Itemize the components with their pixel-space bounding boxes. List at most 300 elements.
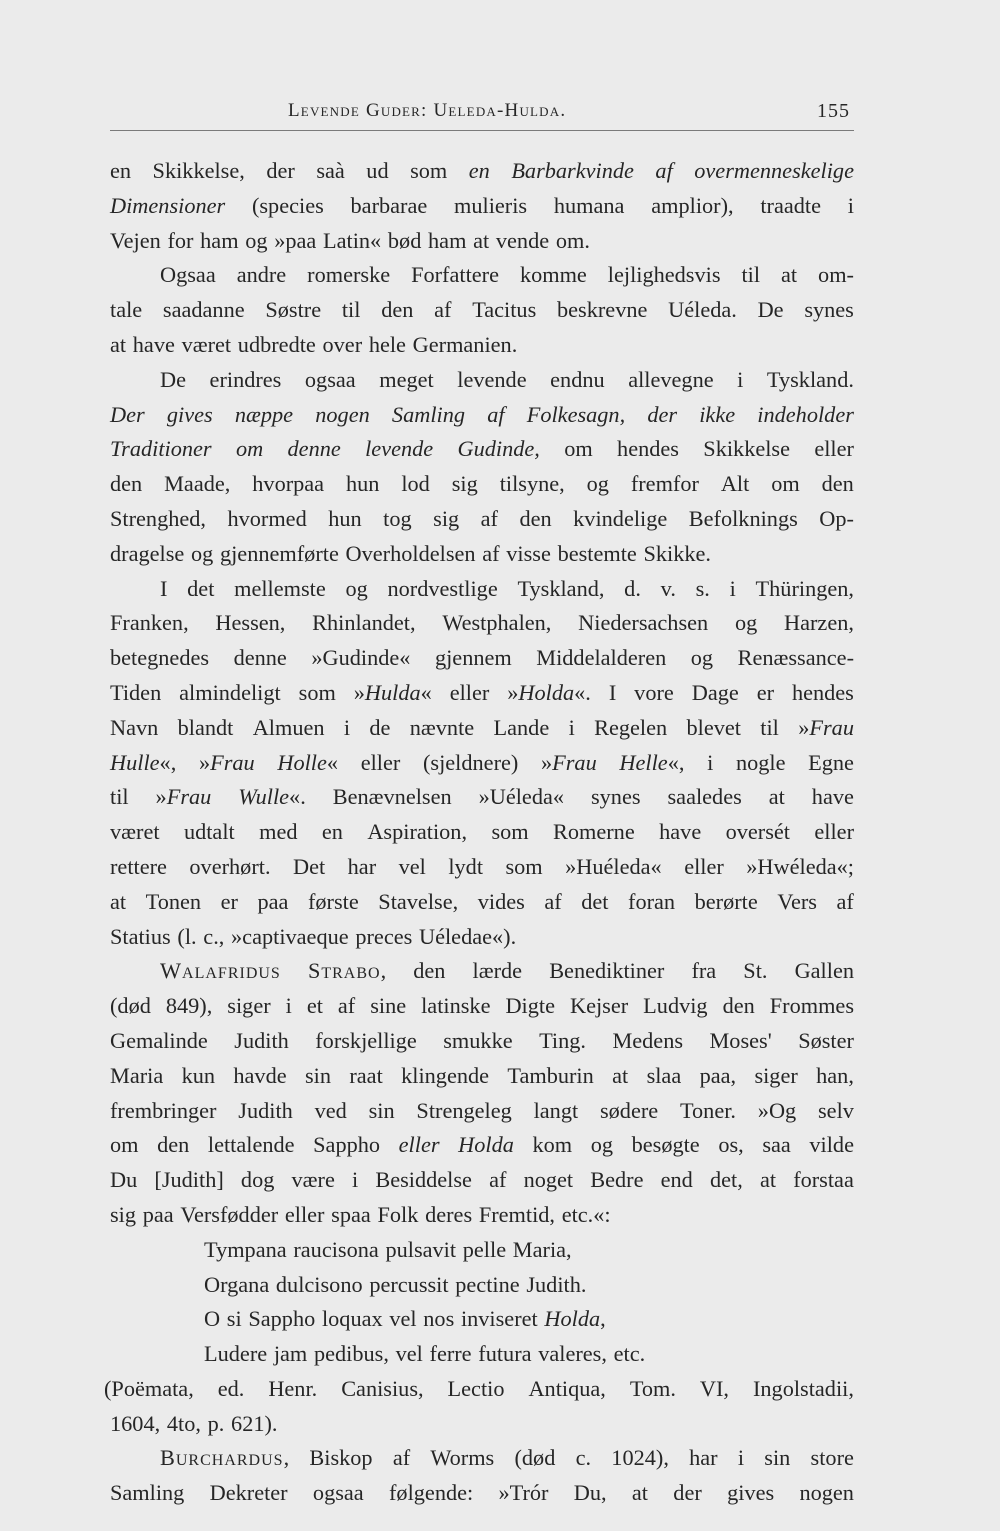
text-line xyxy=(110,815,854,850)
word: pulsavit xyxy=(385,1236,457,1262)
word: kom xyxy=(532,1132,573,1158)
word: »Hulda« xyxy=(353,679,432,705)
body-text xyxy=(104,154,854,1511)
word: eller xyxy=(398,1132,440,1158)
word: visse xyxy=(506,540,551,566)
word: Bedre xyxy=(590,1167,644,1193)
word: tog xyxy=(383,505,412,531)
word: Forfattere xyxy=(411,262,499,288)
word: Holda xyxy=(458,1132,514,1158)
word: Befolknings xyxy=(688,505,798,531)
word: s. xyxy=(695,575,710,601)
word: af xyxy=(544,888,562,914)
word: De xyxy=(160,366,186,392)
word: om xyxy=(110,1132,139,1158)
word: percussit xyxy=(369,1271,449,1297)
word: d. xyxy=(624,575,641,601)
word: humana xyxy=(553,192,625,218)
word: 849), xyxy=(165,993,213,1019)
word: nogen xyxy=(799,1480,854,1506)
word: »Frau xyxy=(155,784,212,810)
text-line xyxy=(110,1302,854,1337)
text-line xyxy=(110,676,854,711)
word: Gallen xyxy=(794,958,854,984)
word: Almuen xyxy=(252,714,325,740)
word: bød xyxy=(387,227,422,253)
word: Franken, xyxy=(110,610,189,636)
word: selv xyxy=(818,1097,854,1123)
word: er xyxy=(756,679,775,705)
word: »Trór xyxy=(498,1480,549,1506)
word: siger xyxy=(227,993,271,1019)
word: O xyxy=(204,1306,221,1332)
word: nogen xyxy=(315,401,370,427)
word: latinske xyxy=(421,993,491,1019)
word: (species xyxy=(251,192,324,218)
word: klingende xyxy=(401,1062,490,1088)
word: Latin« xyxy=(323,227,382,253)
word: og xyxy=(586,471,609,497)
word: den xyxy=(519,505,552,531)
word: Aspiration, xyxy=(367,819,468,845)
text-line xyxy=(110,1128,854,1163)
word: den xyxy=(821,471,854,497)
word: overmenneskelige xyxy=(694,158,854,183)
word: Henr. xyxy=(268,1375,318,1401)
word: og xyxy=(690,645,714,671)
text-line xyxy=(110,1337,854,1372)
word: Benediktiner xyxy=(549,958,665,984)
word: Vers xyxy=(777,888,817,914)
word: i xyxy=(707,749,714,775)
word: som xyxy=(505,853,543,879)
text-line xyxy=(110,363,854,398)
word: gives xyxy=(727,1480,775,1506)
word: Tacitus xyxy=(472,297,537,323)
word: De xyxy=(757,297,784,323)
word: hendes xyxy=(791,679,854,705)
word: at xyxy=(110,888,127,914)
word: besøgte xyxy=(631,1132,700,1158)
word: Biskop xyxy=(309,1445,373,1471)
text-line xyxy=(110,1094,854,1129)
word: saadanne xyxy=(162,297,245,323)
word: nos xyxy=(423,1306,455,1332)
word: os, xyxy=(718,1132,744,1158)
word: vende xyxy=(495,227,550,253)
text-line xyxy=(110,189,854,224)
word: Germanien. xyxy=(412,331,518,357)
word: I xyxy=(608,679,617,705)
word: saà xyxy=(316,158,345,183)
word: Maria xyxy=(110,1062,164,1088)
word: Lande xyxy=(493,714,550,740)
word: denne xyxy=(287,436,341,462)
word: »captivaeque xyxy=(231,923,349,949)
word: komme xyxy=(519,262,587,288)
word: gjennem xyxy=(434,645,512,671)
word: Tiden xyxy=(110,679,162,705)
word: Dimensioner xyxy=(110,192,226,218)
word: ed. xyxy=(217,1375,245,1401)
word: Dage xyxy=(691,679,739,705)
word: om xyxy=(235,436,264,462)
word: bestemte xyxy=(557,540,637,566)
word: den xyxy=(157,1132,190,1158)
word: synes xyxy=(590,784,641,810)
word: Fremtid, xyxy=(478,1201,555,1227)
word: Vejen xyxy=(110,227,161,253)
word: saaledes xyxy=(667,784,742,810)
word: Medens xyxy=(612,1027,684,1053)
word: den xyxy=(722,993,755,1019)
word: at xyxy=(631,1480,648,1506)
word: Tyskland, xyxy=(517,575,605,601)
text-line xyxy=(110,293,854,328)
word: vel xyxy=(389,1306,417,1332)
page-number: 155 xyxy=(817,100,850,122)
word: udtalt xyxy=(183,819,235,845)
word: den xyxy=(413,958,446,984)
word: og xyxy=(190,540,214,566)
word: i xyxy=(568,714,575,740)
word: blevet xyxy=(686,714,741,740)
word: Sappho xyxy=(248,1306,316,1332)
word: af xyxy=(434,297,452,323)
word: som xyxy=(410,158,448,183)
word: Strabo, xyxy=(307,958,387,984)
word: andre xyxy=(236,262,287,288)
word: VI, xyxy=(699,1375,730,1401)
word: pedibus, xyxy=(313,1341,389,1367)
word: spaa xyxy=(331,1201,371,1227)
word: indeholder xyxy=(757,401,854,427)
word: hvorpaa xyxy=(252,471,325,497)
word: Maria, xyxy=(512,1236,572,1262)
word: mulieris xyxy=(454,192,528,218)
word: Alt xyxy=(720,471,750,497)
word: der xyxy=(266,158,295,183)
word: om xyxy=(564,436,593,462)
word: allevegne xyxy=(628,366,714,392)
word: amplior), xyxy=(651,192,734,218)
text-line xyxy=(110,1407,854,1442)
word: eller xyxy=(284,1201,325,1227)
word: Du, xyxy=(573,1480,607,1506)
word: vore xyxy=(634,679,674,705)
word: Tonen xyxy=(145,888,202,914)
word: Frommes xyxy=(769,993,854,1019)
word: Statius xyxy=(110,923,171,949)
word: ferre xyxy=(429,1341,472,1367)
word: ogsaa xyxy=(312,1480,364,1506)
word: Op- xyxy=(819,505,854,531)
word: lejlighedsvis xyxy=(607,262,721,288)
word: at xyxy=(759,1167,777,1193)
word: det xyxy=(187,575,215,601)
word: 1604, xyxy=(110,1410,161,1436)
word: de xyxy=(369,714,391,740)
word: af xyxy=(487,401,505,427)
word: Ogsaa xyxy=(160,262,216,288)
word: pelle xyxy=(462,1236,507,1262)
word: »paa xyxy=(274,227,317,253)
word: Wulle«. xyxy=(238,784,306,810)
word: Overholdelsen xyxy=(345,540,476,566)
word: paa xyxy=(257,888,289,914)
text-line xyxy=(110,641,854,676)
word: Der xyxy=(110,401,145,427)
word: om. xyxy=(555,227,590,253)
word: have xyxy=(811,784,854,810)
text-line xyxy=(104,1372,854,1407)
word: inviseret xyxy=(460,1306,538,1332)
word: tilsyne, xyxy=(499,471,565,497)
word: Samling xyxy=(391,401,466,427)
word: dog xyxy=(240,1167,275,1193)
word: kun xyxy=(181,1062,216,1088)
word: have xyxy=(132,331,175,357)
word: Navn xyxy=(110,714,159,740)
text-line xyxy=(110,1198,854,1233)
word: Westphalen, xyxy=(442,610,552,636)
word: er xyxy=(220,888,238,914)
word: Toner. xyxy=(679,1097,736,1123)
word: (sjeldnere) xyxy=(422,749,519,775)
word: en xyxy=(110,158,132,183)
word: af xyxy=(836,888,854,914)
word: barbarae xyxy=(350,192,428,218)
word: fremfor xyxy=(630,471,699,497)
word: af xyxy=(482,540,500,566)
word: Middelalderen xyxy=(536,645,667,671)
word: noget xyxy=(523,1167,574,1193)
word: ved xyxy=(314,1097,347,1123)
text-line xyxy=(110,1163,854,1198)
word: Harzen, xyxy=(784,610,854,636)
word: synes xyxy=(804,297,854,323)
word: (Poëmata, xyxy=(104,1375,194,1401)
word: lod xyxy=(401,471,430,497)
word: ham xyxy=(428,227,467,253)
word: levende xyxy=(365,436,434,462)
word: »Og xyxy=(757,1097,797,1123)
word: Niedersachsen xyxy=(578,610,709,636)
word: beskrevne xyxy=(557,297,648,323)
word: været xyxy=(181,331,232,357)
word: sig xyxy=(451,471,478,497)
word: der xyxy=(673,1480,702,1506)
word: til xyxy=(741,262,761,288)
word: være xyxy=(291,1167,335,1193)
word: Stavelse, xyxy=(378,888,459,914)
word: denne xyxy=(233,645,287,671)
word: Ludere xyxy=(204,1341,268,1367)
word: at xyxy=(110,331,127,357)
word: end xyxy=(660,1167,693,1193)
text-line xyxy=(110,1024,854,1059)
word: »Hwéleda«; xyxy=(746,853,854,879)
word: paa, xyxy=(699,1062,737,1088)
word: I xyxy=(160,575,168,601)
word: af xyxy=(489,1167,507,1193)
word: (død xyxy=(110,993,151,1019)
text-line xyxy=(110,432,854,467)
word: Holle« xyxy=(277,749,339,775)
word: rettere xyxy=(110,853,167,879)
word: sig xyxy=(433,505,460,531)
word: Folk xyxy=(377,1201,419,1227)
word: Hessen, xyxy=(215,610,286,636)
text-line xyxy=(110,1059,854,1094)
word: pectine xyxy=(455,1271,520,1297)
text-line xyxy=(110,780,854,815)
word: Walafridus xyxy=(160,958,281,984)
word: endnu xyxy=(550,366,605,392)
word: Ludvig xyxy=(643,993,708,1019)
text-line xyxy=(110,537,854,572)
word: Du xyxy=(110,1167,138,1193)
word: c. xyxy=(575,1445,592,1471)
text-line xyxy=(110,398,854,433)
word: i xyxy=(352,1167,359,1193)
word: Tyskland. xyxy=(766,366,854,392)
word: Hulle«, xyxy=(110,749,177,775)
word: »Frau xyxy=(798,714,854,740)
word: eller xyxy=(814,819,854,845)
word: i xyxy=(847,192,854,218)
word: Versfødder xyxy=(180,1201,279,1227)
word: for xyxy=(167,227,194,253)
word: 621). xyxy=(231,1410,278,1436)
word: Strengeleg xyxy=(416,1097,512,1123)
word: i xyxy=(737,366,744,392)
word: »Frau xyxy=(198,749,255,775)
word: Maade, xyxy=(164,471,231,497)
word: og xyxy=(245,227,268,253)
text-line xyxy=(110,467,854,502)
word: preces xyxy=(355,923,413,949)
word: berørte xyxy=(694,888,758,914)
word: Antiqua, xyxy=(528,1375,606,1401)
word: hun xyxy=(328,505,362,531)
word: overhørt. xyxy=(189,853,271,879)
word: si xyxy=(226,1306,242,1332)
word: det xyxy=(581,888,609,914)
word: mellemste xyxy=(234,575,326,601)
word: Organa xyxy=(204,1271,270,1297)
word: at xyxy=(768,784,785,810)
word: futura xyxy=(478,1341,532,1367)
word: i xyxy=(343,714,351,740)
word: loquax xyxy=(321,1306,383,1332)
text-line xyxy=(110,1476,854,1511)
word: almindeligt xyxy=(179,679,281,705)
word: Skikkelse xyxy=(703,436,791,462)
word: fra xyxy=(691,958,717,984)
text-line xyxy=(110,502,854,537)
word: ham xyxy=(200,227,239,253)
word: Renæssance- xyxy=(737,645,854,671)
word: til xyxy=(110,784,129,810)
word: dulcisono xyxy=(275,1271,363,1297)
text-line xyxy=(110,746,854,781)
text-line xyxy=(110,328,854,363)
word: Egne xyxy=(808,749,854,775)
word: følgende: xyxy=(389,1480,474,1506)
text-line xyxy=(110,920,854,955)
word: traadte xyxy=(760,192,822,218)
text-line xyxy=(110,711,854,746)
word: lettalende xyxy=(207,1132,295,1158)
word: raat xyxy=(349,1062,383,1088)
word: Sappho xyxy=(313,1132,381,1158)
word: sin xyxy=(764,1445,791,1471)
word: Lectio xyxy=(447,1375,505,1401)
word: etc.«: xyxy=(561,1201,611,1227)
word: Romerne xyxy=(553,819,635,845)
word: har xyxy=(689,1445,718,1471)
word: vel xyxy=(398,853,426,879)
word: som xyxy=(491,819,529,845)
word: et xyxy=(306,993,323,1019)
word: dragelse xyxy=(110,540,185,566)
word: »Frau xyxy=(540,749,597,775)
word: Søster xyxy=(798,1027,854,1053)
word: Judith. xyxy=(526,1271,587,1297)
word: nogle xyxy=(735,749,786,775)
word: Digte xyxy=(505,993,555,1019)
word: tale xyxy=(110,297,143,323)
word: eller xyxy=(449,679,490,705)
word: forskjellige xyxy=(315,1027,417,1053)
word: v. xyxy=(660,575,676,601)
word: af xyxy=(480,505,498,531)
word: Canisius, xyxy=(341,1375,424,1401)
word: der xyxy=(647,401,678,427)
word: 4to, xyxy=(166,1410,201,1436)
word: af xyxy=(655,158,673,183)
word: eller xyxy=(684,853,724,879)
word: Moses' xyxy=(709,1027,772,1053)
word: Skikke. xyxy=(643,540,712,566)
word: ud xyxy=(366,158,389,183)
word: udbredte xyxy=(237,331,316,357)
text-line xyxy=(110,572,854,607)
word: Regelen xyxy=(594,714,668,740)
word: at xyxy=(612,1062,629,1088)
word: om- xyxy=(818,262,854,288)
word: Benævnelsen xyxy=(332,784,452,810)
word: i xyxy=(285,993,292,1019)
word: Worms xyxy=(430,1445,495,1471)
word: paa xyxy=(142,1201,174,1227)
word: i xyxy=(729,575,736,601)
word: sin xyxy=(368,1097,395,1123)
word: ikke xyxy=(699,401,736,427)
word: (l. xyxy=(177,923,197,949)
text-line xyxy=(110,1233,854,1268)
word: har xyxy=(347,853,377,879)
word: Kejser xyxy=(569,993,629,1019)
word: Søstre xyxy=(265,297,322,323)
word: Gemalinde xyxy=(110,1027,208,1053)
word: [Judith] xyxy=(154,1167,224,1193)
word: sig xyxy=(110,1201,137,1227)
word: den xyxy=(110,471,143,497)
text-line xyxy=(110,850,854,885)
word: hele xyxy=(368,331,406,357)
